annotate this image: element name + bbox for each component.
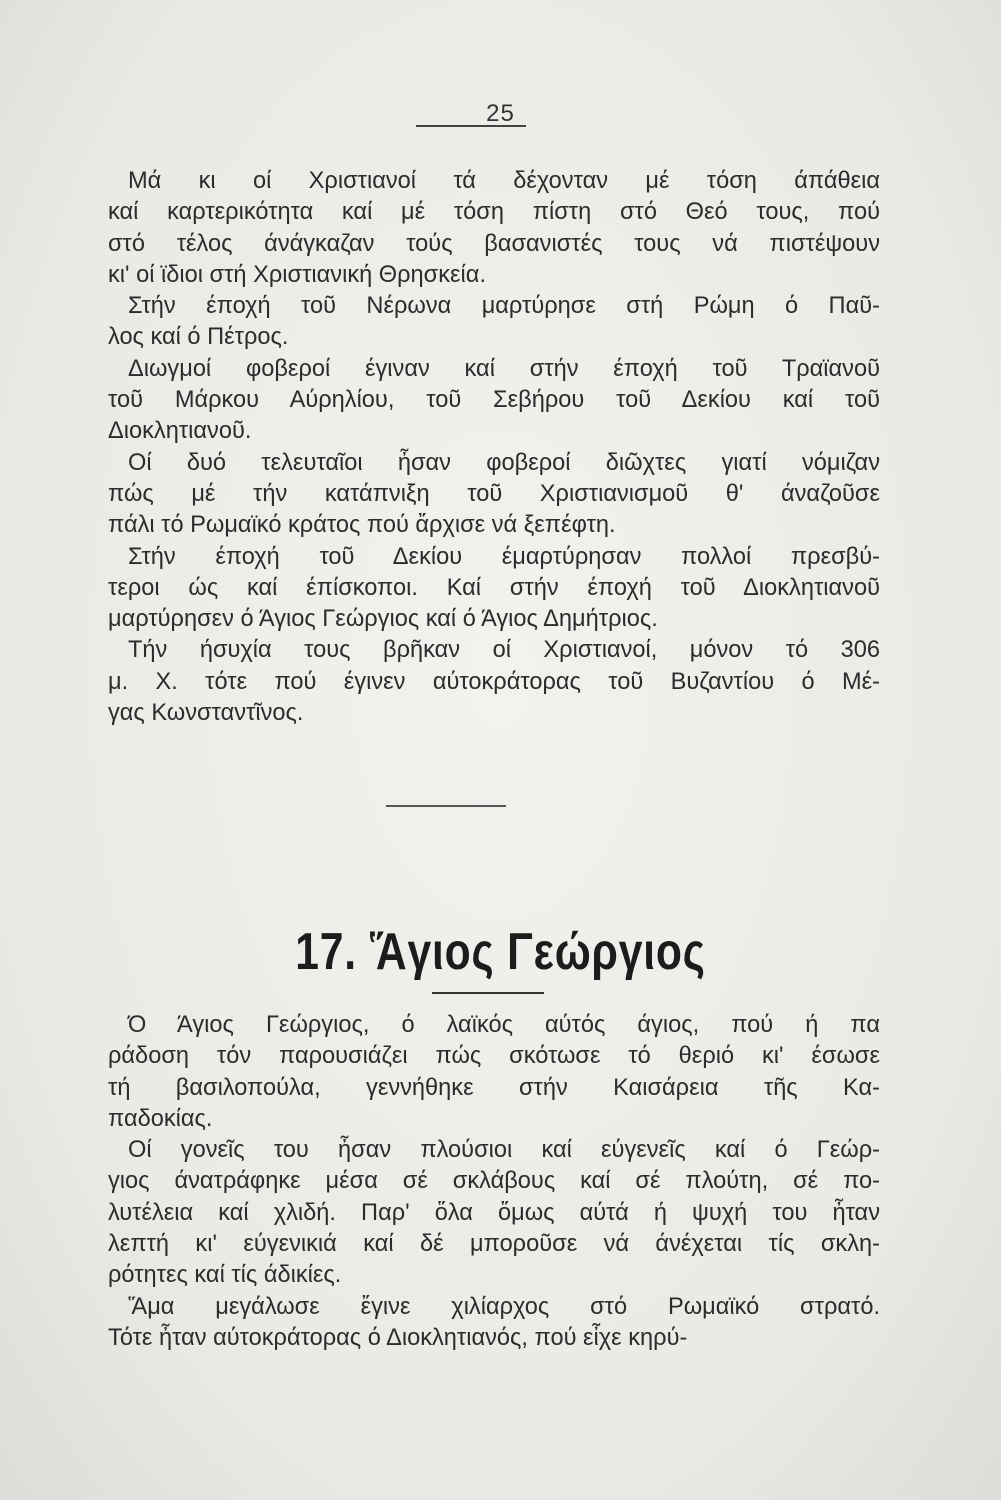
heading-rule [432,992,544,994]
text-line: Ἅμα μεγάλωσε ἔγινε χιλίαρχος στό Ρωμαϊκό στρατό. [128,1293,880,1320]
text-line: κι' οί ϊδιοι στή Χριστιανική Θρησκεία. [108,261,486,288]
text-line: τοῦ Μάρκου Αύρηλίου, τοῦ Σεβήρου τοῦ Δεκίου καί τοῦ [108,387,880,414]
paragraph [108,1292,880,1355]
text-line: Οί γονεῖς του ἦσαν πλούσιοι καί εύγενεῖς καί ό Γεώρ- [128,1137,880,1164]
text-line: λεπτή κι' εύγενικιά καί δέ μποροῦσε νά άνέχεται τίς σκλη- [108,1231,880,1258]
text-line: μ. Χ. τότε πού έγινεν αύτοκράτορας τοῦ Βυζαντίου ό Μέ- [108,668,880,695]
text-line: Στήν έποχή τοῦ Νέρωνα μαρτύρησε στή Ρώμη ό Παῦ- [128,293,880,320]
paragraph [108,1135,880,1291]
paragraph [108,354,880,448]
text-line: Μά κι οί Χριστιανοί τά δέχονταν μέ τόση άπάθεια [128,168,880,194]
chapter-heading: 17. Ἅγιος Γεώργιος [295,923,706,981]
text-line: ράδοση τόν παρουσιάζει πώς σκότωσε τό θεριό κι' έσωσε [108,1043,880,1070]
text-line: Τότε ἦταν αύτοκράτορας ό Διοκλητιανός, πού εἶχε κηρύ- [108,1324,688,1351]
text-line: τεροι ώς καί έπίσκοποι. Καί στήν έποχή τοῦ Διοκλητιανοῦ [108,574,880,601]
text-line: λος καί ό Πέτρος. [108,324,289,351]
text-line: γας Κωνσταντῖνος. [108,700,304,727]
text-line: Ό Άγιος Γεώργιος, ό λαϊκός αύτός άγιος, πού ή πα [128,1012,880,1038]
text-line: γιος άνατράφηκε μέσα σέ σκλάβους καί σέ πλούτη, σέ πο- [108,1168,880,1195]
text-line: Οί δυό τελευταῖοι ἦσαν φοβεροί διῶχτες γιατί νόμιζαν [128,449,880,476]
text-line: Τήν ήσυχία τους βρῆκαν οί Χριστιανοί, μόνον τό 306 [128,637,880,664]
text-line: Διωγμοί φοβεροί έγιναν καί στήν έποχή τοῦ Τραϊανοῦ [128,355,880,382]
text-line: πώς μέ τήν κατάπνιξη τοῦ Χριστιανισμοῦ θ' άναζοῦσε [108,480,880,507]
paragraph [108,448,880,542]
page-number: 25 [486,100,515,127]
text-line: καί καρτερικότητα καί μέ τόση πίστη στό Θεό τους, πού [108,199,880,226]
page-number-rule [416,125,526,127]
text-line: ρότητες καί τίς άδικίες. [108,1262,342,1289]
text-line: στό τέλος άνάγκαζαν τούς βασανιστές τους νά πιστέψουν [108,230,880,257]
text-line: Διοκλητιανοῦ. [108,418,252,445]
paragraph [108,166,880,291]
text-line: παδοκίας. [108,1105,213,1132]
paragraph [108,1010,880,1135]
text-line: λυτέλεια καί χλιδή. Παρ' ὅλα ὅμως αύτά ή ψυχή του ἦταν [108,1199,880,1226]
text-line: πάλι τό Ρωμαϊκό κράτος πού ἄρχισε νά ξεπέφτη. [108,512,616,539]
text-block-1 [108,166,880,729]
text-line: Στήν έποχή τοῦ Δεκίου έμαρτύρησαν πολλοί πρεσβύ- [128,543,880,570]
text-line: τή βασιλοπούλα, γεννήθηκε στήν Καισάρεια τῆς Κα- [108,1074,880,1101]
paragraph [108,542,880,636]
bleed-through-rule [386,805,506,807]
text-block-2 [108,1010,880,1354]
paragraph [108,635,880,729]
text-line: μαρτύρησεν ό Άγιος Γεώργιος καί ό Άγιος Δημήτριος. [108,606,658,633]
paragraph [108,291,880,354]
